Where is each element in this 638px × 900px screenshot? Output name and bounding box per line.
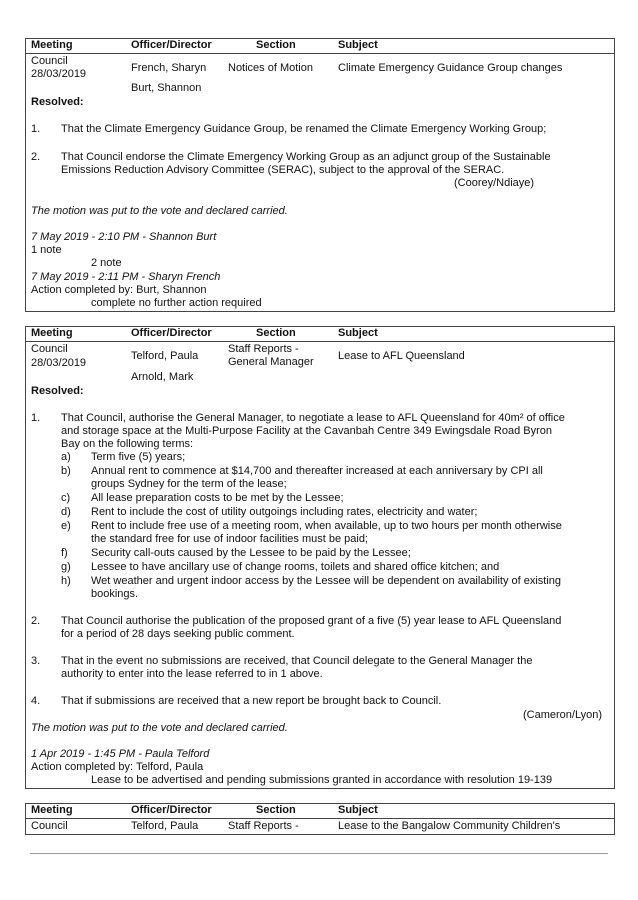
para-text: That Council authorise the publication of the proposed grant of a five (5) year lease to AFL Queensland (61, 615, 562, 627)
header-section: Section (256, 39, 296, 51)
term-text: the standard free for use of indoor facilities must be paid; (91, 533, 368, 545)
note-timestamp: 7 May 2019 - 2:10 PM - Shannon Burt (31, 231, 217, 243)
term-key: d) (61, 506, 71, 518)
item-block-3 (25, 803, 615, 835)
para-number: 1. (31, 412, 41, 424)
header-meeting: Meeting (31, 804, 73, 816)
para-number: 2. (31, 615, 41, 627)
action-detail: Lease to be advertised and pending submissions granted in accordance with resolution 19-139 (91, 774, 553, 786)
header-subject: Subject (338, 327, 378, 339)
meeting-date: 28/03/2019 (31, 68, 87, 80)
item-block-2 (25, 326, 615, 789)
header-officer: Officer/Director (131, 39, 212, 51)
header-officer: Officer/Director (131, 327, 212, 339)
officer-1: Telford, Paula (131, 820, 199, 832)
footer-divider (30, 853, 608, 854)
section-name: Notices of Motion (228, 62, 313, 74)
meeting-name: Council (31, 343, 68, 355)
action-completed: Action completed by: Telford, Paula (31, 761, 204, 773)
action-completed: Action completed by: Burt, Shannon (31, 284, 207, 296)
term-text: bookings. (91, 588, 139, 600)
term-text: Annual rent to commence at $14,700 and thereafter increased at each anniversary by CPI all (91, 465, 543, 477)
note-timestamp: 7 May 2019 - 2:11 PM - Sharyn French (31, 271, 221, 283)
para-number: 1. (31, 123, 41, 135)
para-number: 4. (31, 695, 41, 707)
term-key: b) (61, 465, 71, 477)
term-key: a) (61, 451, 71, 463)
section-name: General Manager (228, 356, 314, 368)
para-text: for a period of 28 days seeking public comment. (61, 628, 295, 640)
mover-seconder: (Coorey/Ndiaye) (454, 177, 535, 189)
header-section: Section (256, 327, 296, 339)
header-meeting: Meeting (31, 39, 73, 51)
officer-1: Telford, Paula (131, 350, 199, 362)
header-subject: Subject (338, 39, 378, 51)
term-text: Term five (5) years; (91, 451, 186, 463)
term-key: c) (61, 492, 71, 504)
header-section: Section (256, 804, 296, 816)
para-text: authority to enter into the lease referred to in 1 above. (61, 668, 323, 680)
term-key: e) (61, 520, 71, 532)
term-text: Security call-outs caused by the Lessee to be paid by the Lessee; (91, 547, 411, 559)
header-subject: Subject (338, 804, 378, 816)
term-text: groups Sydney for the term of the lease; (91, 478, 287, 490)
meeting-date: 28/03/2019 (31, 357, 87, 369)
para-text: Emissions Reduction Advisory Committee (SERAC), subject to the approval of the SERAC. (61, 164, 505, 176)
resolved-label: Resolved: (31, 96, 84, 108)
para-number: 2. (31, 151, 41, 163)
meeting-name: Council (31, 820, 68, 832)
carried-text: The motion was put to the vote and declared carried. (31, 722, 288, 734)
term-text: Rent to include the cost of utility outgoings including rates, electricity and water; (91, 506, 478, 518)
term-text: All lease preparation costs to be met by the Lessee; (91, 492, 344, 504)
resolved-label: Resolved: (31, 385, 84, 397)
para-text: Bay on the following terms: (61, 438, 194, 450)
meeting-name: Council (31, 55, 68, 67)
item-block-1 (25, 38, 615, 312)
subject-name: Climate Emergency Guidance Group changes (338, 62, 563, 74)
term-text: Lessee to have ancillary use of change rooms, toilets and shared office kitchen; and (91, 561, 500, 573)
term-key: g) (61, 561, 71, 573)
header-meeting: Meeting (31, 327, 73, 339)
section-name: Staff Reports - (228, 343, 299, 355)
para-text: That if submissions are received that a new report be brought back to Council. (61, 695, 442, 707)
action-detail: complete no further action required (91, 297, 262, 309)
note-text: 1 note (31, 244, 62, 256)
table-header (26, 327, 614, 342)
officer-1: French, Sharyn (131, 62, 207, 74)
term-key: f) (61, 547, 68, 559)
header-officer: Officer/Director (131, 804, 212, 816)
para-text: That Council endorse the Climate Emergency Working Group as an adjunct group of the Sustainable (61, 151, 551, 163)
para-number: 3. (31, 655, 41, 667)
carried-text: The motion was put to the vote and declared carried. (31, 205, 288, 217)
subject-name: Lease to the Bangalow Community Children's (338, 820, 561, 832)
note-timestamp: 1 Apr 2019 - 1:45 PM - Paula Telford (31, 748, 210, 760)
term-key: h) (61, 575, 71, 587)
para-text: That the Climate Emergency Guidance Group, be renamed the Climate Emergency Working Group; (61, 123, 547, 135)
officer-2: Arnold, Mark (131, 371, 194, 383)
officer-2: Burt, Shannon (131, 82, 202, 94)
para-text: That in the event no submissions are received, that Council delegate to the General Manager the (61, 655, 533, 667)
table-header (26, 39, 614, 54)
para-text: and storage space at the Multi-Purpose Facility at the Cavanbah Centre 349 Ewingsdale Road Byron (61, 425, 553, 437)
note-text: 2 note (91, 257, 122, 269)
table-header (26, 804, 614, 819)
term-text: Wet weather and urgent indoor access by the Lessee will be dependent on availability of existing (91, 575, 562, 587)
section-name: Staff Reports - (228, 820, 299, 832)
mover-seconder: (Cameron/Lyon) (523, 709, 603, 721)
para-text: That Council, authorise the General Manager, to negotiate a lease to AFL Queensland for 40m² of office (61, 412, 565, 424)
term-text: Rent to include free use of a meeting room, when available, up to two hours per month otherwise (91, 520, 562, 532)
subject-name: Lease to AFL Queensland (338, 350, 465, 362)
